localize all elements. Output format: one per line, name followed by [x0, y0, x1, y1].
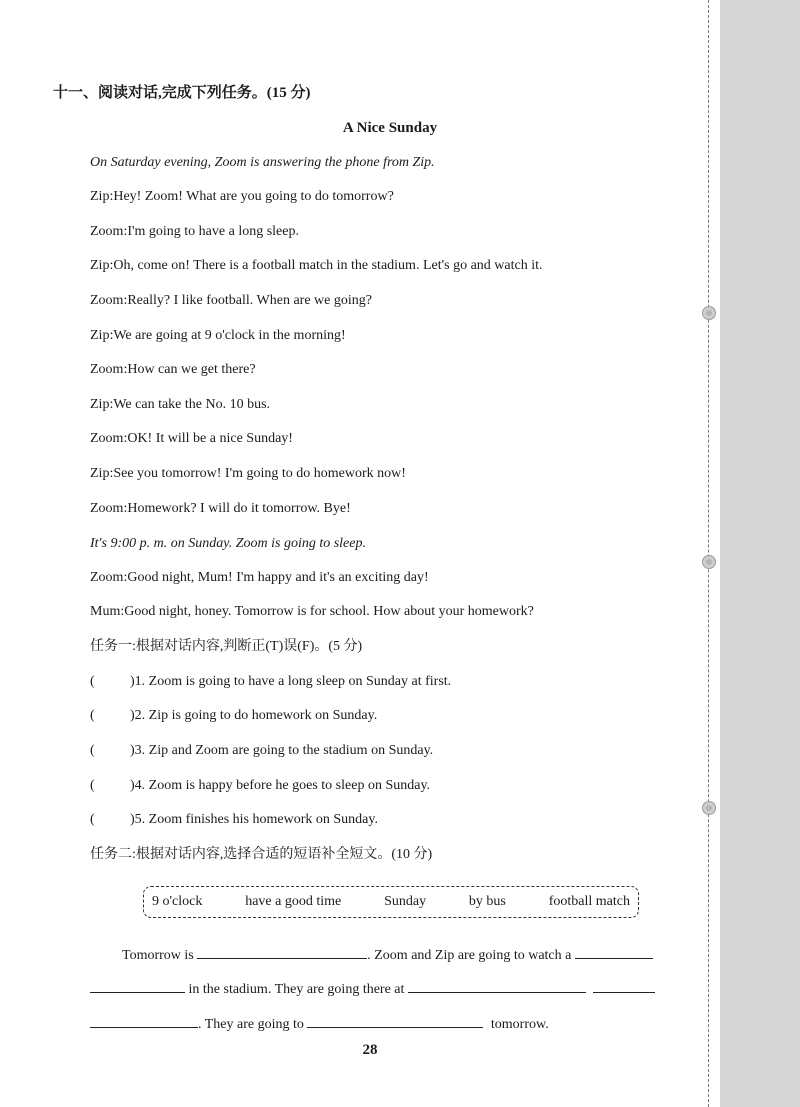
right-margin-strip [720, 0, 800, 1107]
answer-blank[interactable] [575, 944, 653, 959]
word-bank [143, 886, 639, 918]
answer-paren[interactable]: ( [90, 812, 95, 827]
tf-question: ( )2. Zip is going to do homework on Sunday. [90, 708, 378, 723]
word-option: Sunday [384, 894, 427, 909]
word-option: football match [548, 894, 630, 909]
dialogue-line: Zoom:Good night, Mum! I'm happy and it's an exciting day! [90, 570, 429, 585]
dialogue-line: Mum:Good night, honey. Tomorrow is for school. How about your homework? [90, 604, 534, 619]
tf-question: ( )3. Zip and Zoom are going to the stadium on Sunday. [90, 743, 434, 758]
task2-title: 任务二:根据对话内容,选择合适的短语补全短文。(10 分) [90, 847, 433, 862]
binding-line [708, 0, 709, 1107]
dialogue-line: Zoom:Really? I like football. When are we going? [90, 293, 372, 308]
answer-paren[interactable]: ( [90, 743, 95, 758]
binding-hole [702, 801, 716, 815]
answer-blank[interactable] [197, 944, 367, 959]
fill-line-3: . They are going to tomorrow. [90, 1013, 549, 1034]
page-number: 28 [362, 1042, 378, 1058]
answer-blank[interactable] [408, 978, 586, 993]
answer-blank[interactable] [90, 978, 185, 993]
answer-paren[interactable]: ( [90, 674, 95, 689]
dialogue-line: Zip:We are going at 9 o'clock in the morning! [90, 328, 346, 343]
passage-title: A Nice Sunday [342, 120, 438, 136]
tf-question: ( )1. Zoom is going to have a long sleep on Sunday at first. [90, 674, 452, 689]
task1-title: 任务一:根据对话内容,判断正(T)误(F)。(5 分) [90, 639, 363, 654]
dialogue-line: Zoom:OK! It will be a nice Sunday! [90, 431, 293, 446]
answer-paren[interactable]: ( [90, 708, 95, 723]
dialogue-line: Zoom:Homework? I will do it tomorrow. Bye! [90, 501, 351, 516]
dialogue-line: Zip:We can take the No. 10 bus. [90, 397, 271, 412]
answer-blank[interactable] [307, 1013, 483, 1028]
intro-narration: On Saturday evening, Zoom is answering the phone from Zip. [90, 155, 435, 170]
sunday-narration: It's 9:00 p. m. on Sunday. Zoom is going to sleep. [90, 536, 366, 551]
answer-paren[interactable]: ( [90, 778, 95, 793]
fill-line-2: in the stadium. They are going there at [90, 978, 655, 999]
fill-line-1: Tomorrow is . Zoom and Zip are going to watch a [122, 944, 653, 965]
binding-hole [702, 555, 716, 569]
dialogue-line: Zip:See you tomorrow! I'm going to do homework now! [90, 466, 406, 481]
answer-blank[interactable] [90, 1013, 198, 1028]
dialogue-line: Zip:Hey! Zoom! What are you going to do tomorrow? [90, 189, 394, 204]
word-option: by bus [468, 894, 506, 909]
binding-hole [702, 306, 716, 320]
dialogue-line: Zoom:How can we get there? [90, 362, 256, 377]
dialogue-line: Zip:Oh, come on! There is a football match in the stadium. Let's go and watch it. [90, 258, 543, 273]
answer-blank[interactable] [593, 978, 655, 993]
tf-question: ( )4. Zoom is happy before he goes to sleep on Sunday. [90, 778, 431, 793]
dialogue-line: Zoom:I'm going to have a long sleep. [90, 224, 299, 239]
word-option: have a good time [245, 894, 342, 909]
section-heading: 十一、阅读对话,完成下列任务。(15 分) [53, 85, 311, 101]
word-option: 9 o'clock [152, 894, 203, 909]
tf-question: ( )5. Zoom finishes his homework on Sunday. [90, 812, 378, 827]
